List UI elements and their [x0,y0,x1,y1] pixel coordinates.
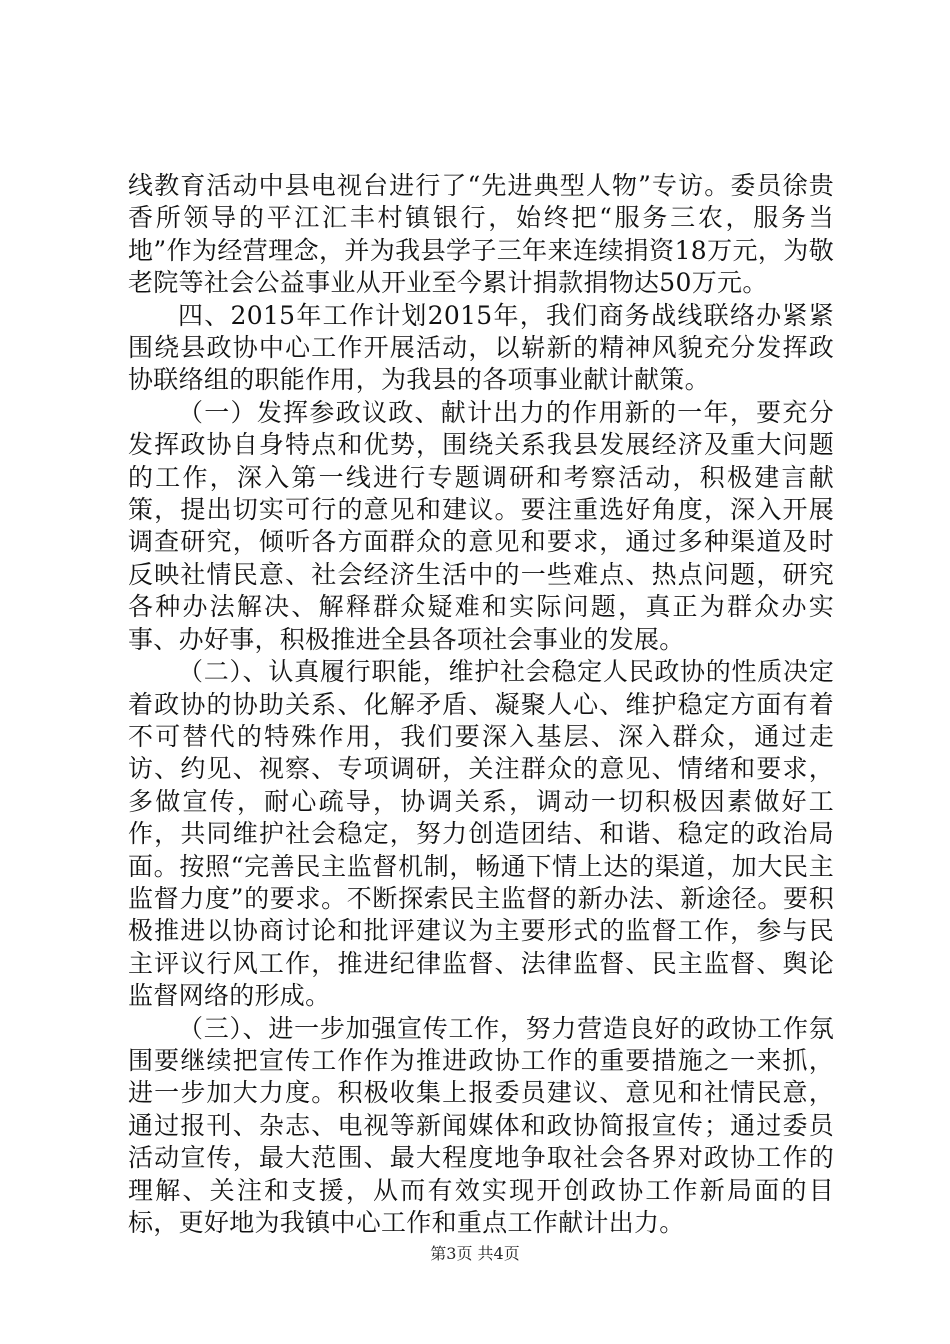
page-number-footer: 第3页 共4页 [430,1244,520,1263]
paragraph-item-three: （三）、进一步加强宣传工作，努力营造良好的政协工作氛围要继续把宣传工作作为推进政协工作的重要措施之一来抓，进一步加大力度。积极收集上报委员建议、意见和社情民意，通过报刊、杂志、电视等新闻媒体和政协简报宣传；通过委员活动宣传，最大范围、最大程度地争取社会各界对政协工作的理解、关注和支援，从而有效实现开创政协工作新局面的目标，更好地为我镇中心工作和重点工作献计出力。 [128,1013,834,1237]
paragraph-section-four: 四、2015年工作计划2015年，我们商务战线联络办紧紧围绕县政协中心工作开展活动，以崭新的精神风貌充分发挥政协联络组的职能作用，为我县的各项事业献计献策。 [128,300,834,395]
paragraph-continuation: 线教育活动中县电视台进行了“先进典型人物”专访。委员徐贵香所领导的平江汇丰村镇银行，始终把“服务三农，服务当地”作为经营理念，并为我县学子三年来连续捐资18万元，为敬老院等社会公益事业从开业至今累计捐款捐物达50万元。 [128,171,834,298]
document-body [128,170,834,1239]
paragraph-item-two: （二）、认真履行职能，维护社会稳定人民政协的性质决定着政协的协助关系、化解矛盾、凝聚人心、维护稳定方面有着不可替代的特殊作用，我们要深入基层、深入群众，通过走访、约见、视察、专项调研，关注群众的意见、情绪和要求，多做宣传，耐心疏导，协调关系，调动一切积极因素做好工作，共同维护社会稳定，努力创造团结、和谐、稳定的政治局面。按照“完善民主监督机制，畅通下情上达的渠道，加大民主监督力度”的要求。不断探索民主监督的新办法、新途径。要积极推进以协商讨论和批评建议为主要形式的监督工作，参与民主评议行风工作，推进纪律监督、法律监督、民主监督、舆论监督网络的形成。 [128,657,834,1011]
paragraph-item-one: （一）发挥参政议政、献计出力的作用新的一年，要充分发挥政协自身特点和优势，围绕关系我县发展经济及重大问题的工作，深入第一线进行专题调研和考察活动，积极建言献策，提出切实可行的意见和建议。要注重选好角度，深入开展调查研究，倾听各方面群众的意见和要求，通过多种渠道及时反映社情民意、社会经济生活中的一些难点、热点问题，研究各种办法解决、解释群众疑难和实际问题，真正为群众办实事、办好事，积极推进全县各项社会事业的发展。 [128,397,834,654]
